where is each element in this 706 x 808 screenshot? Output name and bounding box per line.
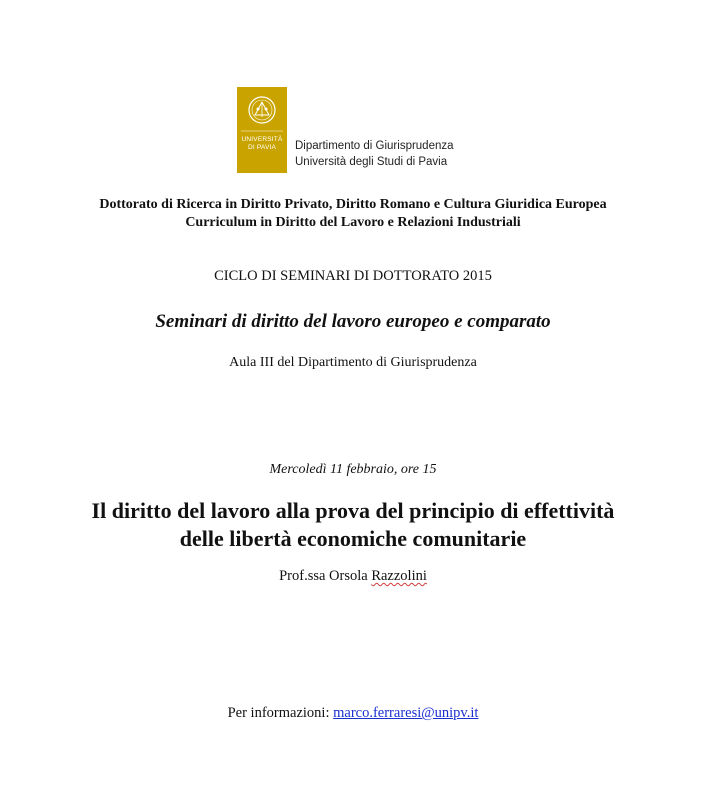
badge-text-line1: UNIVERSITÀ	[241, 136, 283, 143]
logo-wordmark	[295, 138, 454, 170]
department-name: Dipartimento di Giurisprudenza	[295, 140, 454, 152]
badge-text-line2: DI PAVIA	[247, 144, 277, 151]
speaker-surname: Razzolini	[371, 568, 427, 584]
badge-text	[237, 136, 287, 152]
seminar-cycle-heading: CICLO DI SEMINARI DI DOTTORATO 2015	[214, 268, 492, 284]
speaker-title: Prof.ssa Orsola	[279, 568, 368, 584]
event-date-time: Mercoledì 11 febbraio, ore 15	[269, 462, 437, 477]
contact-label: Per informazioni:	[227, 705, 330, 721]
seminar-location: Aula III del Dipartimento di Giurisprudenza	[229, 355, 477, 370]
event-speaker	[0, 568, 706, 585]
doctorate-line-2: Curriculum in Diritto del Lavoro e Relazioni Industriali	[185, 215, 521, 230]
university-name: Università degli Studi di Pavia	[295, 156, 448, 168]
seminar-series-title: Seminari di diritto del lavoro europeo e comparato	[155, 311, 551, 332]
university-seal-icon	[237, 87, 287, 173]
university-logo	[237, 87, 454, 173]
event-title-line-1: Il diritto del lavoro alla prova del principio di effettività	[91, 498, 615, 523]
event-title-line-2: delle libertà economiche comunitarie	[179, 526, 527, 551]
doctorate-line-1: Dottorato di Ricerca in Diritto Privato, Diritto Romano e Cultura Giuridica Europea	[99, 197, 607, 212]
event-title	[0, 497, 706, 553]
university-seal-badge	[237, 87, 287, 173]
doctorate-program	[0, 196, 706, 232]
contact-info	[0, 705, 706, 722]
contact-email-link[interactable]: marco.ferraresi@unipv.it	[333, 705, 479, 721]
